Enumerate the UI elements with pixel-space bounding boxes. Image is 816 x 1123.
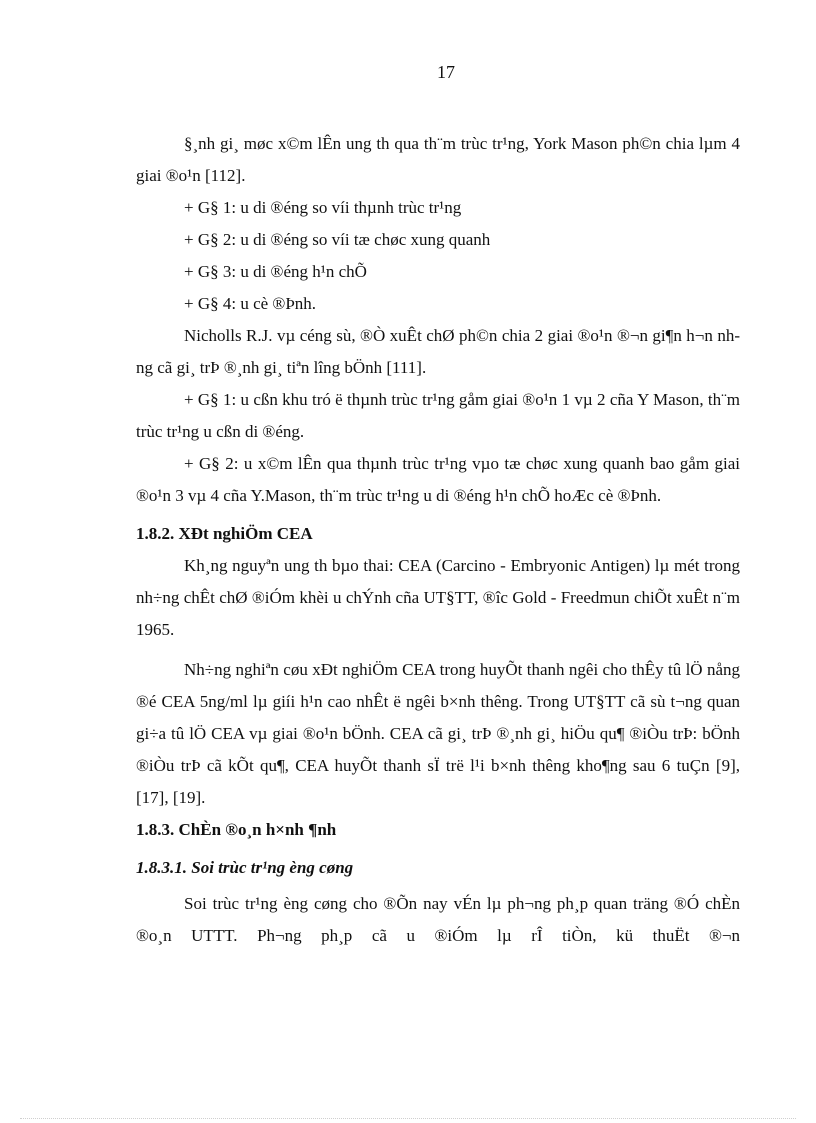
paragraph-cea-studies: Nh÷ng nghiªn cøu xÐt nghiÖm CEA trong huyÕt thanh ngêi cho thÊy tû lÖ nång ®é CEA 5ng/ml lµ giíi h¹n cao nhÊt ë ngêi b×nh thêng. Trong UT§TT cã sù t¬ng quan gi÷a tû lÖ CEA vµ giai ®o¹n bÖnh. CEA cã gi¸ trÞ ®¸nh gi¸ hiÖu qu¶ ®iÒu trÞ: bÖnh ®iÒu trÞ cã kÕt qu¶, CEA huyÕt thanh sÏ trë l¹i b×nh thêng kho¶ng sau 6 tuÇn [9], [17], [19]. xyxy=(136,660,740,807)
section-heading-cea: 1.8.2. XÐt nghiÖm CEA xyxy=(136,524,313,543)
page-body xyxy=(136,128,740,952)
paragraph-nicholls-stage-2: + G§ 2: u x©m lÊn qua thµnh trùc tr¹ng vµo tæ chøc xung quanh bao gåm giai ®o¹n 3 vµ 4 cña Y.Mason, th¨m trùc tr¹ng u di ®éng h¹n chÕ hoÆc cè ®Þnh. xyxy=(136,454,740,505)
list-item-stage-1: + G§ 1: u di ®éng so víi thµnh trùc tr¹ng xyxy=(184,198,462,217)
page-number: 17 xyxy=(437,62,455,82)
list-item-stage-2: + G§ 2: u di ®éng so víi tæ chøc xung quanh xyxy=(184,230,491,249)
page-bottom-rule xyxy=(20,1118,796,1119)
list-item-stage-4: + G§ 4: u cè ®Þnh. xyxy=(184,294,317,313)
list-item-stage-3: + G§ 3: u di ®éng h¹n chÕ xyxy=(184,262,367,281)
paragraph-nicholls: Nicholls R.J. vµ céng sù, ®Ò xuÊt chØ ph©n chia 2 giai ®o¹n ®¬n gi¶n h¬n nhng cã gi¸ trÞ ®¸nh gi¸ tiªn lîng bÖnh [111]. xyxy=(136,326,740,377)
paragraph-cea-antigen: Kh¸ng nguyªn ung th bµo thai: CEA (Carcino - Embryonic Antigen) lµ mét trong nh÷ng chÊt chØ ®iÓm khèi u chÝnh cña UT§TT, ®îc Gold - Freedmun chiÕt xuÊt n¨m 1965. xyxy=(136,556,740,639)
paragraph-nicholls-stage-1: + G§ 1: u cßn khu tró ë thµnh trùc tr¹ng gåm giai ®o¹n 1 vµ 2 cña Y Mason, th¨m trùc tr¹ng u cßn di ®éng. xyxy=(136,390,740,441)
paragraph-rigid-proctoscopy: Soi trùc tr¹ng èng cøng cho ®Õn nay vÉn lµ ph¬ng ph¸p quan träng ®Ó chÈn ®o¸n UTTT. Ph¬ng ph¸p cã u ®iÓm lµ rÎ tiÒn, kü thuËt ®¬n xyxy=(136,894,740,945)
paragraph-york-mason-intro: §¸nh gi¸ møc x©m lÊn ung th qua th¨m trùc tr¹ng, York Mason ph©n chia lµm 4 giai ®o¹n [112]. xyxy=(136,134,740,185)
subsection-heading-rigid-proctoscopy: 1.8.3.1. Soi trùc tr¹ng èng cøng xyxy=(136,858,354,877)
section-heading-imaging: 1.8.3. ChÈn ®o¸n h×nh ¶nh xyxy=(136,820,337,839)
